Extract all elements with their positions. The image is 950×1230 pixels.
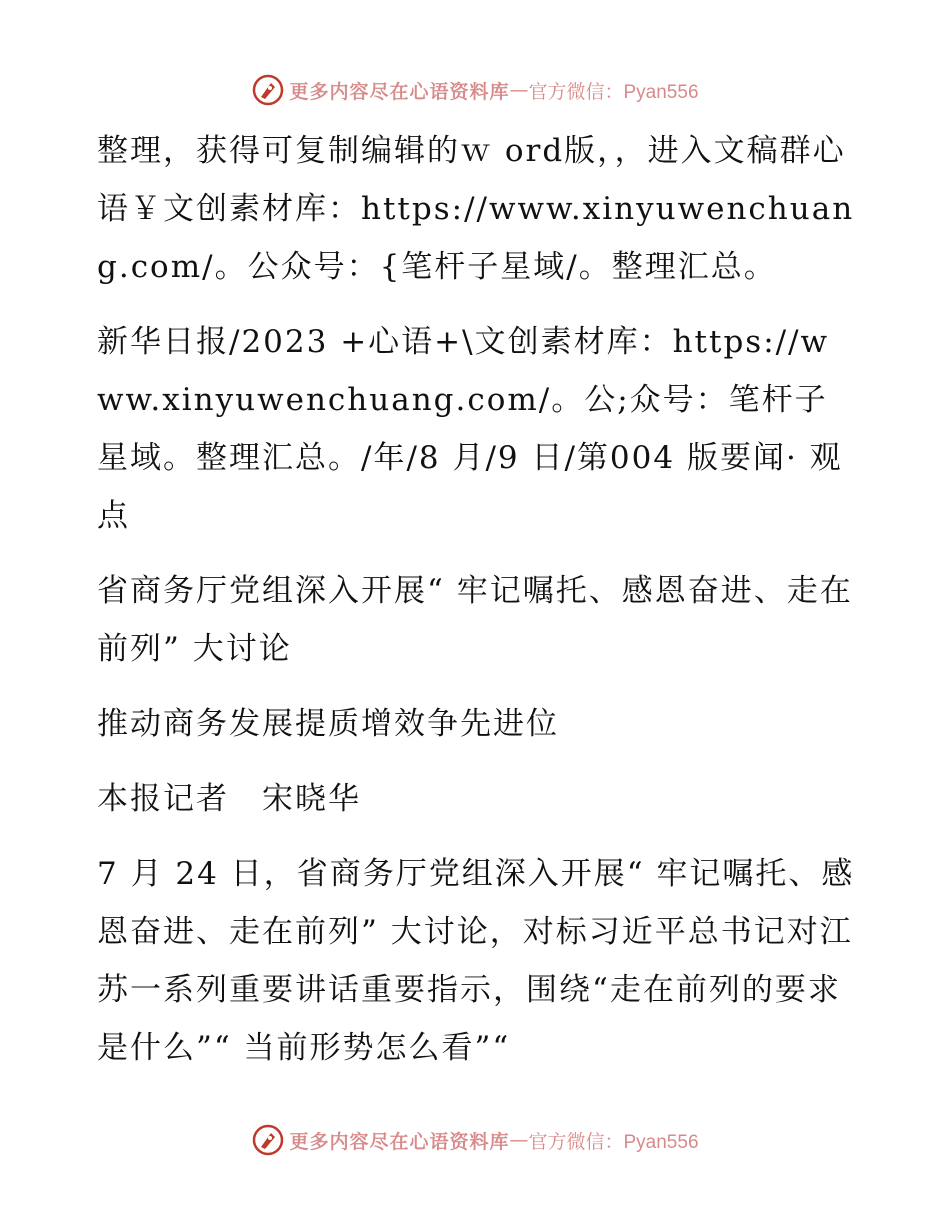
banner-separator: —	[509, 79, 529, 101]
banner-title: 更多内容尽在心语资料库	[289, 80, 510, 103]
pen-nib-circle-icon	[251, 1123, 285, 1157]
document-body	[97, 122, 857, 1094]
article-body-paragraph: 7 月 24 日，省商务厅党组深入开展“ 牢记嘱托、感恩奋进、走在前列” 大讨论，对标习近平总书记对江苏一系列重要讲话重要指示，围绕“走在前列的要求是什么”“ 当前形势怎么看”“	[97, 856, 855, 1066]
header-banner	[0, 70, 950, 110]
banner-wechat: 官方微信：Pyan556	[528, 1131, 699, 1153]
article-headline: 省商务厅党组深入开展“ 牢记嘱托、感恩奋进、走在前列” 大讨论	[97, 573, 853, 667]
article-byline: 本报记者 宋晓华	[97, 781, 361, 817]
banner-separator: —	[509, 1129, 529, 1151]
banner-title: 更多内容尽在心语资料库	[289, 1130, 510, 1153]
banner-wechat: 官方微信：Pyan556	[528, 81, 699, 103]
pen-nib-circle-icon	[251, 73, 285, 107]
paragraph: 整理，获得可复制编辑的ｗ ord版，，进入文稿群心语￥文创素材库：https://www.xinyuwenchuang.com/。公众号：{笔杆子星域/。整理汇总。	[97, 133, 855, 285]
paragraph: 新华日报/2023 +心语+\文创素材库：https://www.xinyuwenchuang.com/。公;众号：笔杆子星域。整理汇总。/年/8 月/9 日/第004 版要闻· 观点	[97, 324, 843, 534]
footer-banner	[0, 1120, 950, 1160]
article-subheadline: 推动商务发展提质增效争先进位	[97, 706, 559, 742]
